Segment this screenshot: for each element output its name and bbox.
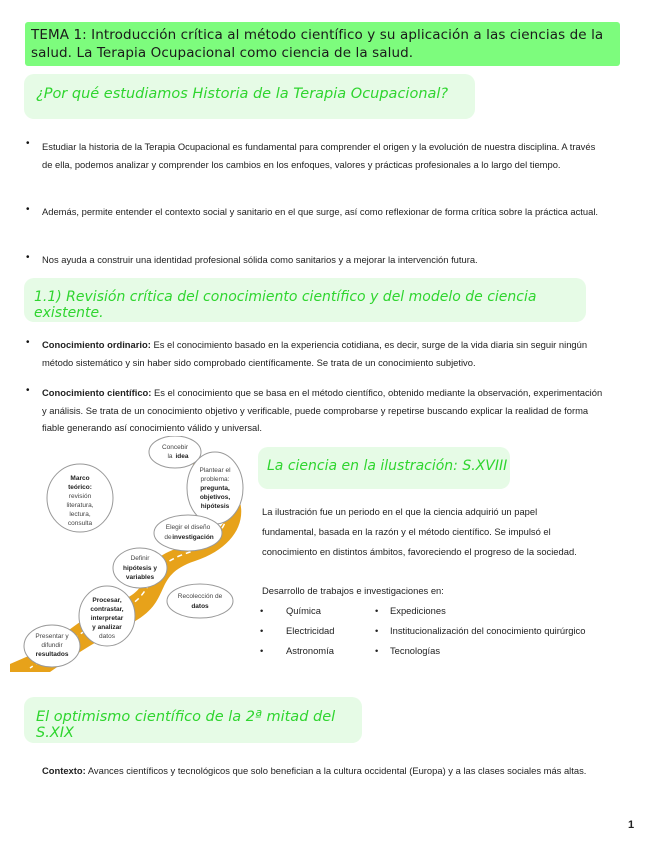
svg-text:datos: datos [191,603,209,610]
step-concebir-idea [149,436,201,468]
list-intro: Desarrollo de trabajos e investigaciones en: [262,585,444,596]
section-heading-history: ¿Por qué estudiamos Historia de la Terapia Ocupacional? [24,74,475,119]
document-title-box [25,22,620,66]
section-heading-1-1: 1.1) Revisión crítica del conocimiento científico y del modelo de ciencia existente. [24,278,586,322]
context-text: Avances científicos y tecnológicos que solo benefician a la cultura occidental (Europa) y a las clases sociales más altas. [87,765,587,776]
step-recoleccion-datos [167,584,233,618]
bullet-dot: • [26,252,30,263]
svg-text:de: de [164,534,172,541]
history-bullet-2: Además, permite entender el contexto social y sanitario en el que surge, así como reflexionar de forma crítica sobre la práctica actual. [42,206,599,217]
list-item: • Química [260,605,321,616]
term-scientific: Conocimiento científico: [42,387,152,398]
bullet-dot: • [26,138,30,149]
svg-text:literatura,: literatura, [66,502,94,509]
svg-text:Procesar,: Procesar, [92,597,122,604]
svg-text:lectura,: lectura, [69,511,91,518]
list-item: • Astronomía [260,645,334,656]
svg-text:hipótesis: hipótesis [200,503,230,510]
list-item: • Institucionalización del conocimiento quirúrgico [375,625,586,636]
bullet-dot: • [26,204,30,215]
history-bullet-3: Nos ayuda a construir una identidad profesional sólida como sanitarios y a mejorar la intervención futura. [42,254,478,265]
step-plantear-problema [187,452,243,524]
ilustracion-line-1: La ilustración fue un periodo en el que la ciencia adquirió un papel [262,506,538,517]
knowledge-scientific [42,384,607,437]
svg-text:resultados: resultados [35,651,69,658]
svg-text:hipótesis y: hipótesis y [123,565,157,572]
knowledge-ordinary [42,336,607,371]
section-heading-optimismo: El optimismo científico de la 2ª mitad del S.XIX [24,697,362,743]
svg-text:variables: variables [125,574,155,581]
ilustracion-line-3: conocimiento en distintos ámbitos, favoreciendo el progreso de la sociedad. [262,546,577,557]
svg-text:difundir: difundir [41,642,63,649]
term-ordinary: Conocimiento ordinario: [42,339,151,350]
svg-text:investigación: investigación [172,534,214,541]
svg-text:pregunta,: pregunta, [200,485,230,492]
svg-text:objetivos,: objetivos, [199,494,231,501]
svg-text:Marco: Marco [70,475,90,482]
svg-text:consulta: consulta [67,520,93,527]
section-heading-ilustracion: La ciencia en la ilustración: S.XVIII [258,447,510,489]
svg-text:Presentar y: Presentar y [35,633,69,640]
context-term: Contexto: [42,765,86,776]
svg-text:interpretar: interpretar [90,615,124,622]
research-list-col-2 [375,601,645,661]
ilustracion-line-2: fundamental, basada en la razón y el método científico. Se impulsó el [262,526,551,537]
bullet-dot: • [26,385,30,396]
svg-text:Concebir: Concebir [161,444,189,451]
svg-text:Plantear el: Plantear el [199,467,231,474]
step-procesar-datos [79,586,135,646]
svg-text:Definir: Definir [130,555,150,562]
document-title: TEMA 1: Introducción crítica al método científico y su aplicación a las ciencias de la salud. La Terapia Ocupacional como ciencia de la salud. [31,27,604,61]
page-number: 1 [628,819,635,831]
step-hipotesis-variables [113,548,167,588]
svg-text:la: la [167,453,173,460]
list-item: • Electricidad [260,625,335,636]
step-disenio-investigacion [154,515,222,551]
svg-text:problema:: problema: [200,476,230,483]
svg-text:revisión: revisión [68,493,92,500]
step-marco-teorico [47,464,113,532]
step-presentar-resultados [24,625,80,667]
definition-ordinary: Es el conocimiento basado en la experiencia cotidiana, es decir, surge de la vida diaria sin seguir ningún método sistemático y sin haber sido comprobado científicamente. Se trata de un conocimiento subjetivo. [42,339,588,368]
svg-text:Recolección de: Recolección de [177,593,223,600]
history-bullet-1: Estudiar la historia de la Terapia Ocupacional es fundamental para comprender el origen y la evolución de nuestra disciplina. A través de ella, podemos analizar y comprender los cambios en los enfoques, valores y prácticas profesionales a lo largo del tiempo. [42,141,596,170]
bullet-dot: • [26,337,30,348]
svg-text:teórico:: teórico: [68,484,92,491]
svg-text:idea: idea [175,453,189,460]
scientific-method-diagram [10,436,255,672]
research-list-col-1 [260,601,390,661]
ilustracion-paragraph [262,502,642,562]
svg-text:y analizar: y analizar [92,624,122,631]
svg-text:datos: datos [99,633,115,640]
svg-text:contrastar,: contrastar, [90,606,124,613]
context-paragraph [42,761,617,781]
definition-scientific: Es el conocimiento que se basa en el método científico, obtenido mediante la observación, experimentación y análisis. Se trata de un conocimiento objetivo y verificable, puede comprobarse y repetirse buscando explicar la realidad de forma fiable generando así conocimiento válido y universal. [42,387,603,433]
list-item: • Tecnologías [375,645,441,656]
list-item: • Expediciones [375,605,446,616]
svg-text:Elegir el diseño: Elegir el diseño [165,524,211,531]
